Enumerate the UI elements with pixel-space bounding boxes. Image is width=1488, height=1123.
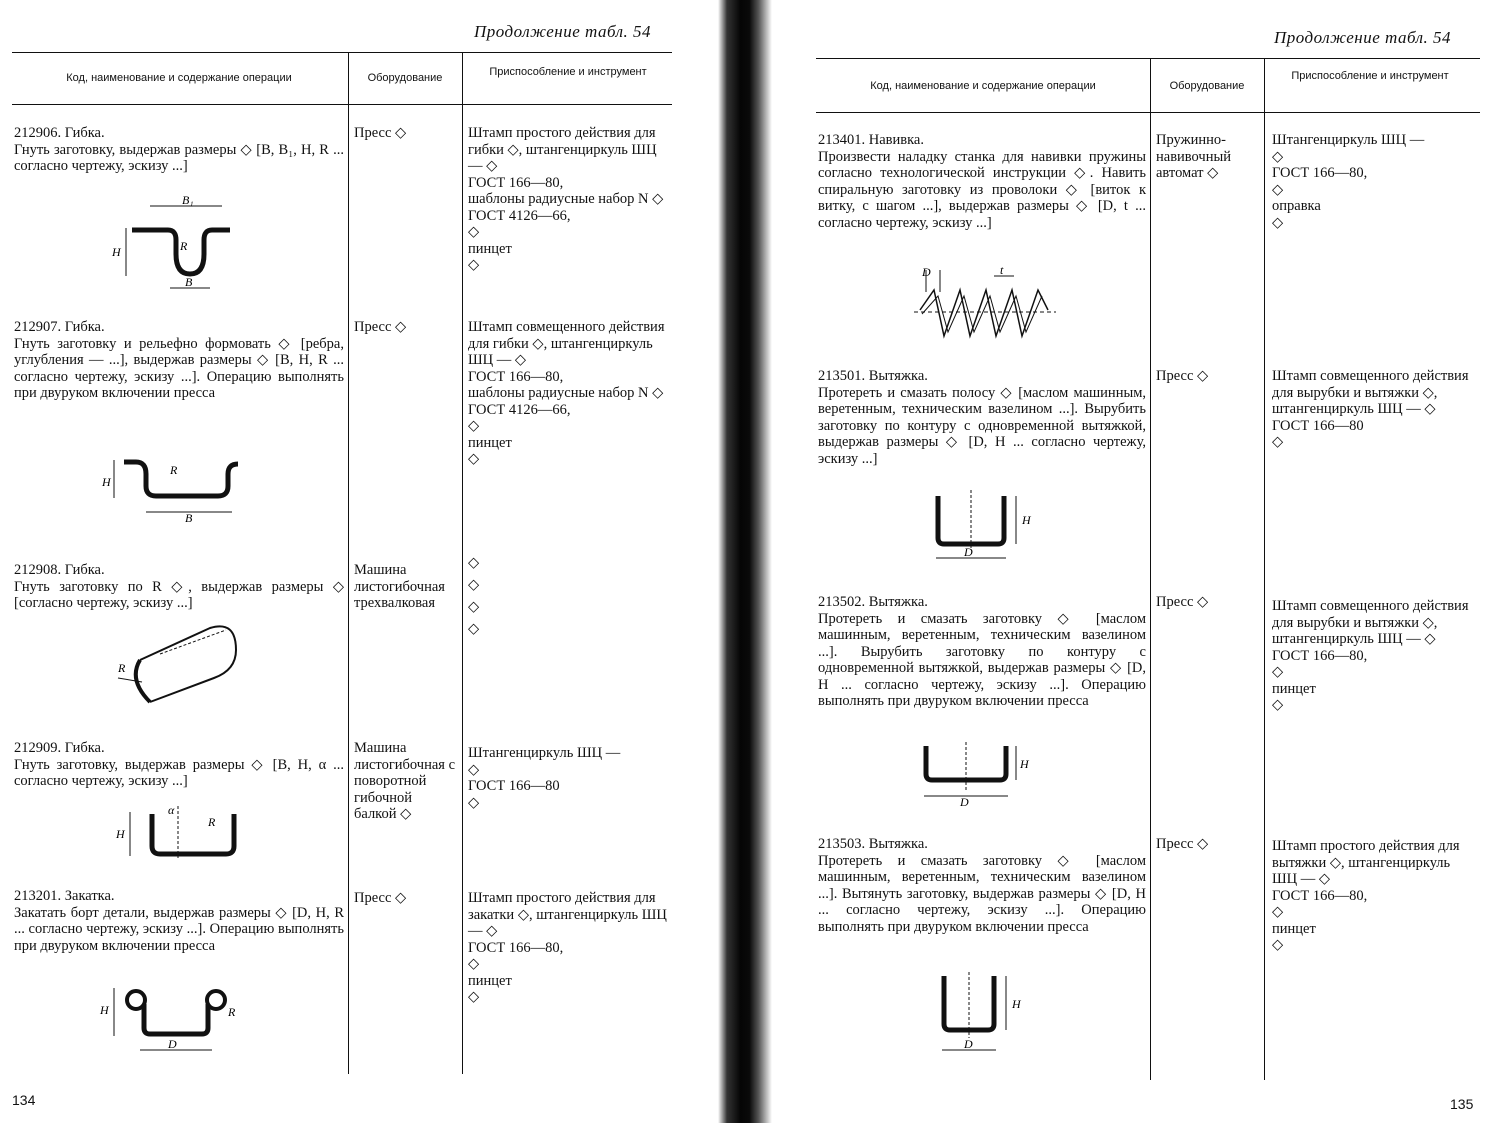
dimension-label: B₁ <box>182 193 194 207</box>
operation-body: Гнуть заготовку и рельефно формовать ◇ [ребра, углубления — ...], выдержав размеры ◇ [B, H, R ... согласно чертежу, эскизу ...]. Операцию выполнять при двуруком включении пресса <box>14 335 344 401</box>
tool-line: ГОСТ 166—80, <box>1272 647 1368 664</box>
tools-cell <box>468 319 673 468</box>
tools-cell <box>468 552 673 640</box>
dimension-label: D <box>922 265 931 279</box>
tools-cell <box>1272 838 1472 954</box>
operation-title: 212909. Гибка. <box>14 740 105 756</box>
dimension-label: α <box>168 803 175 817</box>
tool-line: ◇ <box>468 599 480 615</box>
tool-line: Штамп совмещенного действия для вырубки и вытяжки ◇, штангенциркуль ШЦ — ◇ <box>1272 598 1469 647</box>
bending-diagram <box>100 450 260 530</box>
tool-line: ◇ <box>468 956 480 972</box>
dimension-label: H <box>1022 513 1031 527</box>
dimension-label: R <box>118 661 126 675</box>
tool-line: Штамп совмещенного действия для гибки ◇, штангенциркуль ШЦ — ◇ <box>468 319 665 368</box>
right-page <box>790 0 1488 1123</box>
column-divider <box>462 52 463 1074</box>
tool-line: пинцет <box>468 972 512 989</box>
tools-cell <box>1272 368 1472 451</box>
operation-title: 213501. Вытяжка. <box>818 368 928 384</box>
bending-diagram <box>110 802 250 862</box>
tools-cell <box>468 890 673 1006</box>
equipment-cell: Пружинно-навивочный автомат ◇ <box>1156 132 1231 181</box>
left-page <box>0 0 700 1123</box>
tool-line: ◇ <box>1272 181 1284 198</box>
drawing-cup-diagram <box>910 740 1040 812</box>
tool-line: ГОСТ 166—80 <box>1272 417 1364 434</box>
operation-title: 213201. Закатка. <box>14 888 115 904</box>
tool-line: ◇ <box>1272 904 1284 920</box>
table-top-rule <box>816 58 1480 59</box>
operation-body: Произвести наладку станка для навивки пружины согласно технологической инструкции ◇. Навить спиральную заготовку из проволоки ◇ [виток к витку, с шагом ...], выдержав размеры ◇ [D, t ... согласно чертежу, эскизу ...] <box>818 148 1146 231</box>
tool-line: ◇ <box>1272 434 1284 450</box>
equipment-cell: Пресс ◇ <box>1156 594 1209 610</box>
tool-line: ◇ <box>468 794 480 811</box>
dimension-label: R <box>170 463 178 477</box>
operation-body: Гнуть заготовку по R ◇, выдержав размеры ◇ [согласно чертежу, эскизу ...] <box>14 578 344 611</box>
spring-diagram <box>910 262 1060 346</box>
dimension-label: D <box>964 545 973 559</box>
tool-line: ГОСТ 166—80 <box>468 778 560 794</box>
operation-entry <box>14 319 344 402</box>
tool-line: пинцет <box>468 240 512 257</box>
tool-line: ◇ <box>468 621 480 637</box>
dimension-label: t <box>1000 263 1004 277</box>
tool-line: ГОСТ 166—80, <box>1272 887 1368 904</box>
dimension-label: R <box>228 1005 236 1019</box>
header-equipment: Оборудование <box>367 72 443 84</box>
header-operation: Код, наименование и содержание операции <box>66 72 292 84</box>
tool-line: ◇ <box>468 418 480 434</box>
dimension-label: B <box>185 275 193 289</box>
tools-cell <box>1272 598 1472 714</box>
tool-line: ◇ <box>468 257 480 273</box>
tool-line: шаблоны радиусные набор N ◇ <box>468 191 664 207</box>
tool-line: ◇ <box>468 577 480 593</box>
header-bottom-rule <box>816 112 1480 113</box>
tool-line: Штангенциркуль ШЦ — <box>468 745 621 761</box>
operation-title: 213401. Навивка. <box>818 132 924 148</box>
operation-entry <box>14 562 344 612</box>
tool-line: пинцет <box>1272 680 1316 697</box>
tool-line: Штамп простого действия для вытяжки ◇, штангенциркуль ШЦ — ◇ <box>1272 838 1460 887</box>
tool-line: ГОСТ 166—80, <box>468 939 564 956</box>
operation-title: 213503. Вытяжка. <box>818 836 928 852</box>
operation-entry <box>818 594 1146 710</box>
tool-line: Штамп простого действия для гибки ◇, штангенциркуль ШЦ — ◇ <box>468 125 657 174</box>
continuation-label: Продолжение табл. 54 <box>474 22 652 41</box>
tool-line: ◇ <box>468 451 480 467</box>
operation-entry <box>818 836 1146 935</box>
tool-line: ◇ <box>468 224 480 240</box>
dimension-label: H <box>1020 757 1029 771</box>
header-tools: Приспособление и инструмент <box>1291 70 1449 82</box>
equipment-cell: Пресс ◇ <box>354 125 407 141</box>
tool-line: пинцет <box>1272 920 1316 937</box>
operation-body: Закатать борт детали, выдержав размеры ◇ [D, H, R ... согласно чертежу, эскизу ...]. Операцию выполнять при двуруком включении пресса <box>14 904 344 954</box>
tools-cell <box>1272 132 1472 231</box>
dimension-label: D <box>168 1037 177 1051</box>
book-spine <box>700 0 790 1123</box>
dimension-label: H <box>100 1003 109 1017</box>
tool-line: пинцет <box>468 434 512 451</box>
tool-line: ◇ <box>468 989 480 1005</box>
header-equipment: Оборудование <box>1169 80 1245 92</box>
equipment-cell: Пресс ◇ <box>354 890 407 906</box>
header-tools: Приспособление и инструмент <box>489 66 647 78</box>
tool-line: шаблоны радиусные набор N ◇ <box>468 385 664 401</box>
tools-cell <box>468 745 673 811</box>
dimension-label: D <box>964 1037 973 1051</box>
tool-line: Штангенциркуль ШЦ — <box>1272 132 1425 148</box>
equipment-cell: Машина листогибочная с поворотной гибочной балкой ◇ <box>354 740 456 822</box>
operation-entry <box>14 125 344 175</box>
dimension-label: H <box>116 827 125 841</box>
tool-line: Штамп совмещенного действия для вырубки и вытяжки ◇, штангенциркуль ШЦ — ◇ <box>1272 368 1469 417</box>
curling-diagram <box>96 982 256 1062</box>
operation-entry <box>14 888 344 954</box>
dimension-label: H <box>102 475 111 489</box>
tool-line: ГОСТ 166—80, <box>1272 165 1368 181</box>
operation-body: Протереть и смазать заготовку ◇ [маслом машинным, веретенным, техническим вазелином ...]. Вытянуть заготовку, выдержав размеры ◇ [D, H ... согласно чертежу, эскизу ...]. Операцию выполнять при двуруком включении пресса <box>818 852 1146 935</box>
dimension-label: R <box>180 239 188 253</box>
header-operation: Код, наименование и содержание операции <box>870 80 1096 92</box>
tool-line: ◇ <box>1272 697 1284 713</box>
column-divider <box>1264 58 1265 1080</box>
page-number: 135 <box>1450 1096 1474 1112</box>
tool-line: ◇ <box>1272 937 1284 953</box>
operation-title: 212906. Гибка. <box>14 125 105 141</box>
column-divider <box>1150 58 1151 1080</box>
tool-line: оправка <box>1272 198 1321 214</box>
operation-body: Протереть и смазать полосу ◇ [маслом машинным, веретенным, техническим вазелином ...]. Вырубить заготовку по контуру с одновременной вытяжкой, выдержав размеры ◇ [D, H ... согласно чертежу, эскизу ...] <box>818 384 1146 467</box>
operation-body: Протереть и смазать заготовку ◇ [маслом машинным, веретенным, техническим вазелином ...]. Вырубить заготовку по контуру с одновременной вытяжкой, выдержав размеры ◇ [D, H ... согласно чертежу, эскизу ...]. Операцию выполнять при двуруком включении пресса <box>818 610 1146 709</box>
equipment-cell: Пресс ◇ <box>1156 836 1209 852</box>
tool-line: ◇ <box>468 555 480 571</box>
tool-line: ГОСТ 166—80, <box>468 174 564 191</box>
table-top-rule <box>12 52 672 53</box>
dimension-label: H <box>112 245 121 259</box>
dimension-label: H <box>1012 997 1021 1011</box>
tool-line: ГОСТ 4126—66, <box>468 207 571 224</box>
bending-diagram <box>110 192 250 297</box>
equipment-cell: Пресс ◇ <box>1156 368 1209 384</box>
page-number: 134 <box>12 1092 36 1108</box>
operation-title: 212907. Гибка. <box>14 319 105 335</box>
operation-body: Гнуть заготовку, выдержав размеры ◇ [B, H, α ... согласно чертежу, эскизу ...] <box>14 756 344 789</box>
dimension-label: D <box>960 795 969 809</box>
operation-title: 213502. Вытяжка. <box>818 594 928 610</box>
tool-line: Штамп простого действия для закатки ◇, штангенциркуль ШЦ — ◇ <box>468 890 667 939</box>
equipment-cell: Машина листогибочная трехвалковая <box>354 562 445 611</box>
drawing-cup-diagram <box>920 488 1050 572</box>
tool-line: ◇ <box>1272 664 1284 680</box>
operation-entry <box>14 740 344 790</box>
operation-entry <box>818 368 1146 467</box>
drawing-cup-diagram <box>930 972 1040 1062</box>
tools-cell <box>468 125 673 274</box>
tool-line: ГОСТ 166—80, <box>468 368 564 385</box>
column-divider <box>348 52 349 1074</box>
dimension-label: R <box>208 815 216 829</box>
operation-title: 212908. Гибка. <box>14 562 105 578</box>
tool-line: ◇ <box>468 761 480 778</box>
rolling-diagram <box>110 620 250 715</box>
tool-line: ГОСТ 4126—66, <box>468 401 571 418</box>
continuation-label: Продолжение табл. 54 <box>1274 28 1452 47</box>
tool-line: ◇ <box>1272 214 1284 231</box>
tool-line: ◇ <box>1272 148 1284 165</box>
equipment-cell: Пресс ◇ <box>354 319 407 335</box>
dimension-label: B <box>185 511 193 525</box>
operation-entry <box>818 132 1146 231</box>
operation-body: Гнуть заготовку, выдержав размеры ◇ [B, B₁, H, R ... согласно чертежу, эскизу ...] <box>14 141 344 174</box>
header-bottom-rule <box>12 104 672 105</box>
